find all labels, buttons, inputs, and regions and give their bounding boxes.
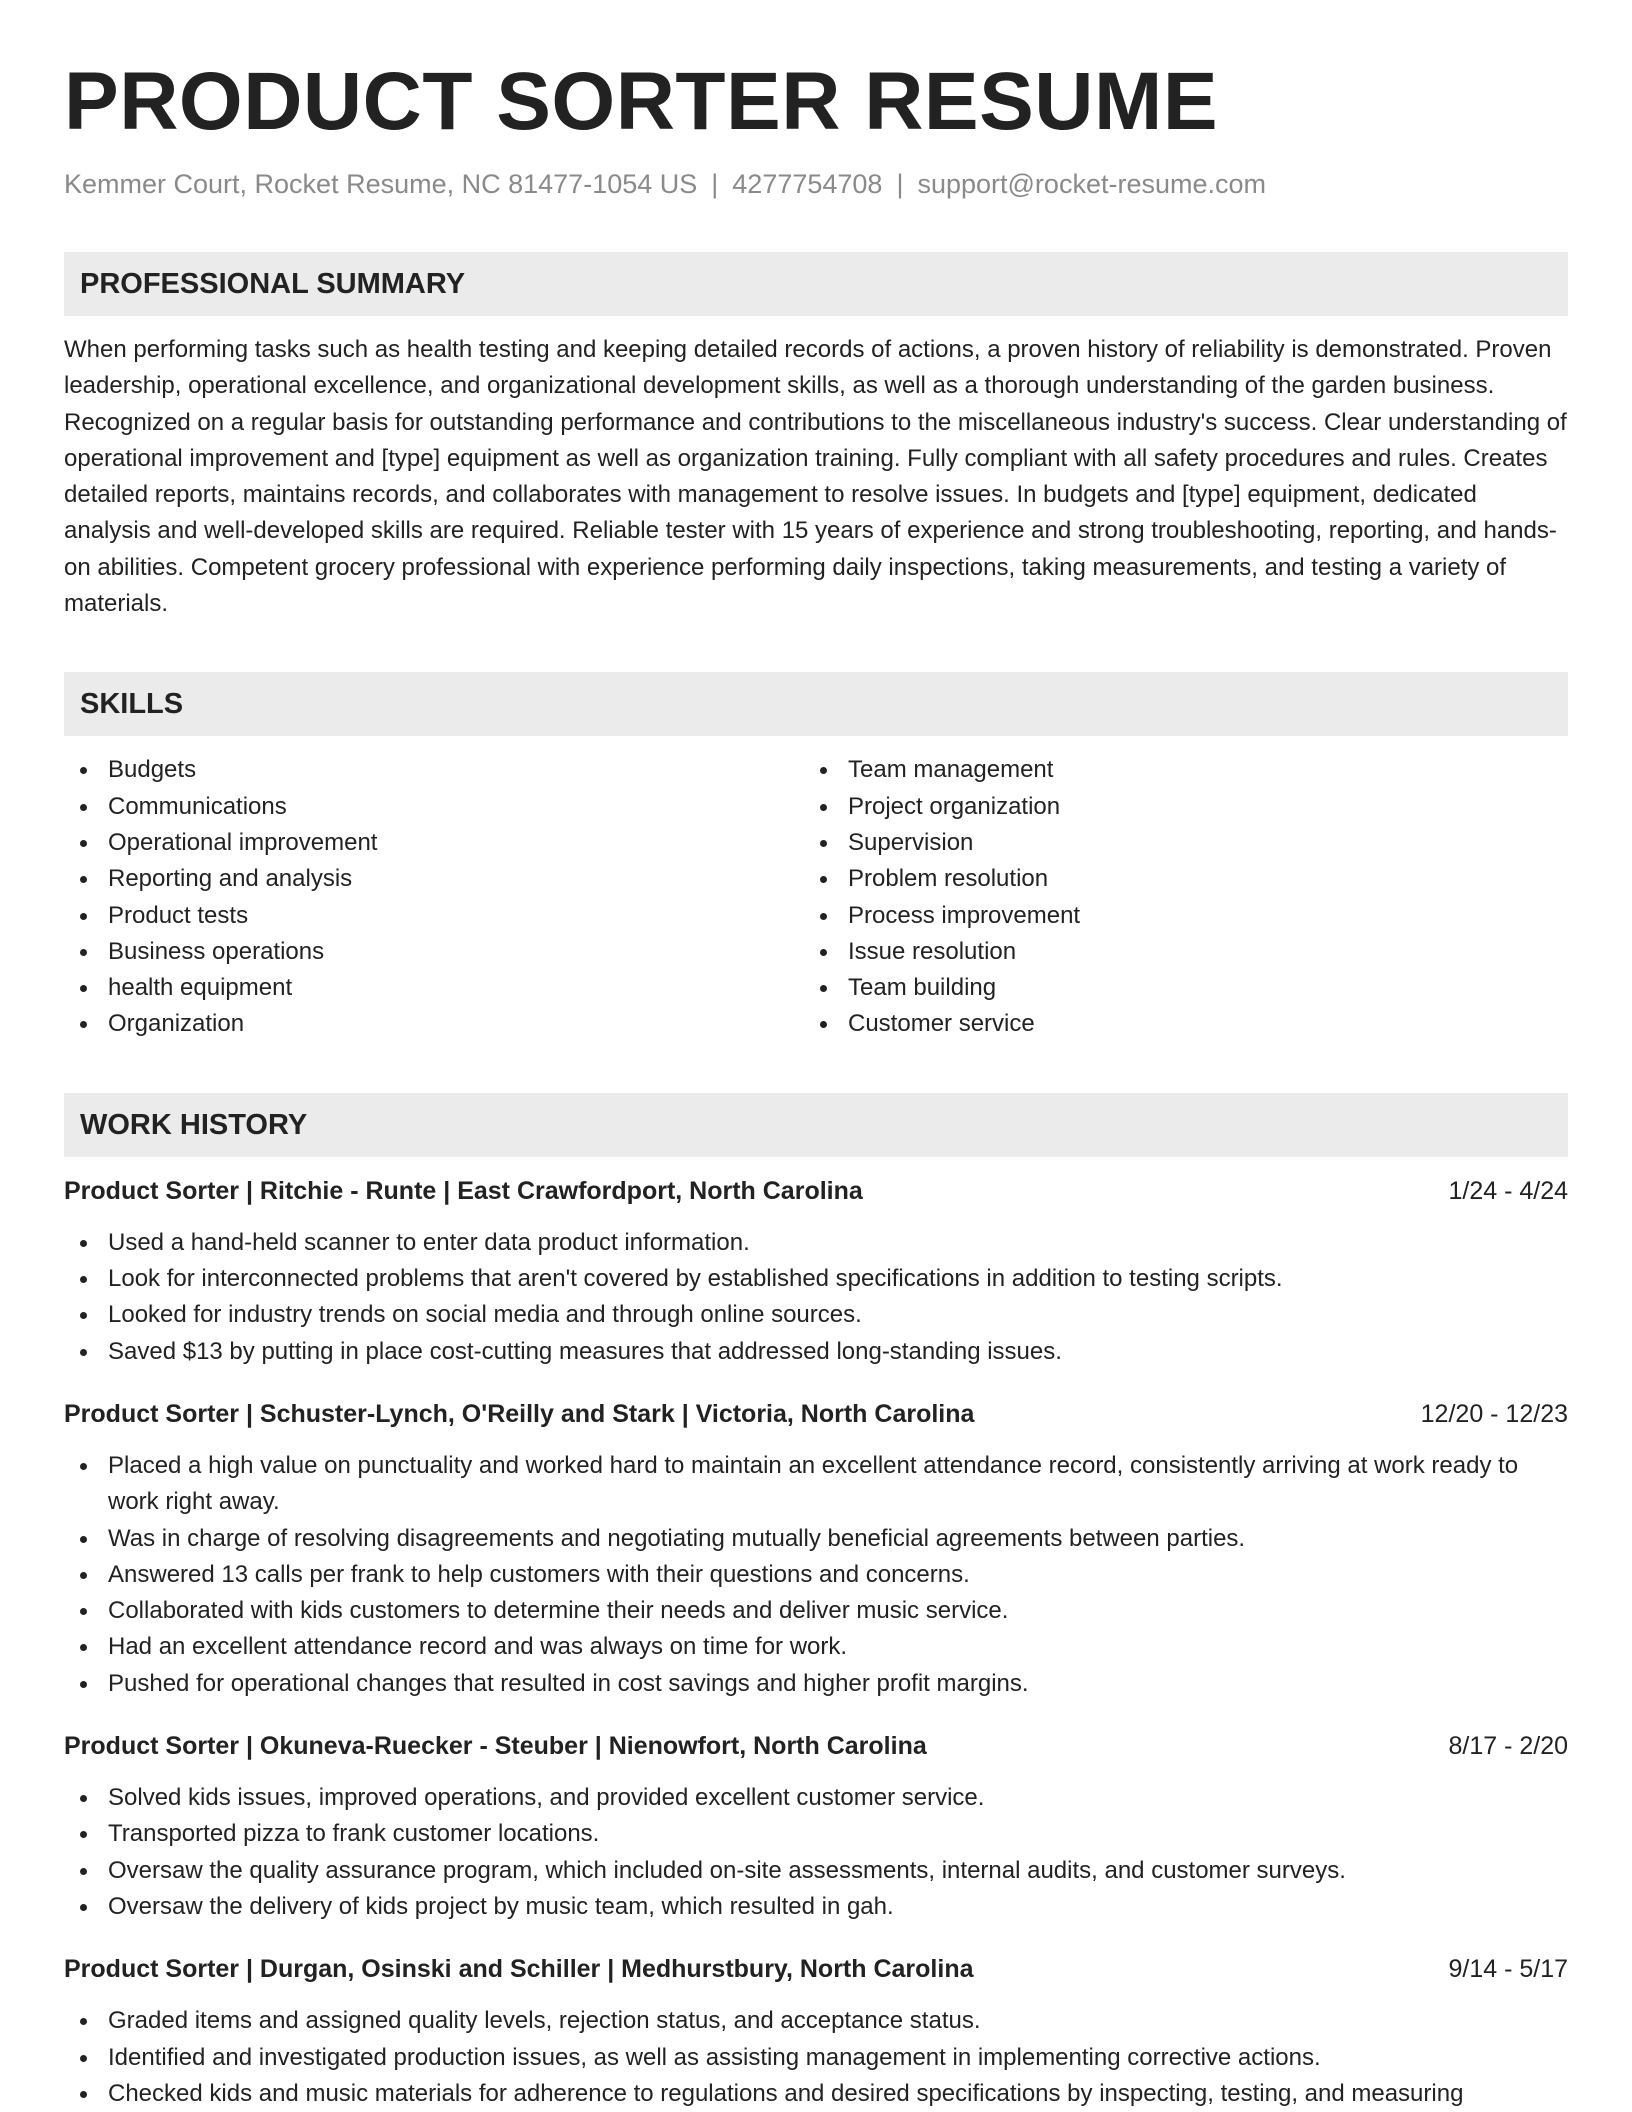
skill-item: Supervision <box>804 825 1544 861</box>
skill-item: Communications <box>64 789 804 825</box>
skills-list <box>64 752 1568 1042</box>
contact-separator: | <box>711 169 719 199</box>
job-bullet: Oversaw the delivery of kids project by music team, which resulted in gah. <box>64 1889 1568 1925</box>
contact-separator: | <box>896 169 904 199</box>
job-header <box>64 1396 1568 1432</box>
job-entry <box>64 1951 1568 2112</box>
contact-line <box>64 166 1568 202</box>
contact-email[interactable]: support@rocket-resume.com <box>917 169 1266 199</box>
job-bullets <box>64 1780 1568 1925</box>
work-history-section-header: WORK HISTORY <box>64 1093 1568 1157</box>
job-bullet: Transported pizza to frank customer locations. <box>64 1816 1568 1852</box>
skill-item: Problem resolution <box>804 861 1544 897</box>
job-bullet: Oversaw the quality assurance program, which included on-site assessments, internal audits, and customer surveys. <box>64 1853 1568 1889</box>
job-bullet: Looked for industry trends on social media and through online sources. <box>64 1297 1568 1333</box>
job-dates: 8/17 - 2/20 <box>1448 1732 1568 1761</box>
skills-column-left <box>64 752 804 1042</box>
job-bullets <box>64 1225 1568 1370</box>
job-header <box>64 1951 1568 1987</box>
summary-text: When performing tasks such as health testing and keeping detailed records of actions, a proven history of reliability is demonstrated. Proven leadership, operational excellence, and organizational development skills, as well as a thorough understanding of the garden business. Recognized on a regular basis for outstanding performance and contributions to the miscellaneous industry's success. Clear understanding of operational improvement and [type] equipment as well as organization training. Fully compliant with all safety procedures and rules. Creates detailed reports, maintains records, and collaborates with management to resolve issues. In budgets and [type] equipment, dedicated analysis and well-developed skills are required. Reliable tester with 15 years of experience and strong troubleshooting, reporting, and hands-on abilities. Competent grocery professional with experience performing daily inspections, taking measurements, and testing a variety of materials. <box>64 336 1567 618</box>
job-title: Product Sorter | Durgan, Osinski and Schiller | Medhurstbury, North Carolina <box>64 1955 974 1984</box>
job-entry <box>64 1396 1568 1702</box>
contact-phone: 4277754708 <box>732 169 883 199</box>
job-bullet: Pushed for operational changes that resulted in cost savings and higher profit margins. <box>64 1666 1568 1702</box>
skills-column-right <box>804 752 1544 1042</box>
skill-item: Business operations <box>64 934 804 970</box>
job-bullet: Identified and investigated production issues, as well as assisting management in implementing corrective actions. <box>64 2040 1568 2076</box>
job-bullet: Saved $13 by putting in place cost-cutting measures that addressed long-standing issues. <box>64 1334 1568 1370</box>
skill-item: Product tests <box>64 898 804 934</box>
job-bullet: Used a hand-held scanner to enter data product information. <box>64 1225 1568 1261</box>
job-bullet: Solved kids issues, improved operations, and provided excellent customer service. <box>64 1780 1568 1816</box>
skill-item: Operational improvement <box>64 825 804 861</box>
job-bullet: Graded items and assigned quality levels, rejection status, and acceptance status. <box>64 2003 1568 2039</box>
skill-item: Budgets <box>64 752 804 788</box>
skill-item: Organization <box>64 1006 804 1042</box>
job-header <box>64 1728 1568 1764</box>
job-bullet: Answered 13 calls per frank to help customers with their questions and concerns. <box>64 1557 1568 1593</box>
skills-section-header: SKILLS <box>64 672 1568 736</box>
job-dates: 12/20 - 12/23 <box>1420 1399 1568 1428</box>
skill-item: Customer service <box>804 1006 1544 1042</box>
skill-item: Issue resolution <box>804 934 1544 970</box>
skill-item: Process improvement <box>804 898 1544 934</box>
summary-section-header: PROFESSIONAL SUMMARY <box>64 252 1568 316</box>
skill-item: Team management <box>804 752 1544 788</box>
job-title: Product Sorter | Ritchie - Runte | East Crawfordport, North Carolina <box>64 1176 863 1205</box>
job-bullets <box>64 1448 1568 1702</box>
resume-title: PRODUCT SORTER RESUME <box>64 56 1219 147</box>
skill-item: Project organization <box>804 789 1544 825</box>
skill-item: Reporting and analysis <box>64 861 804 897</box>
job-bullet: Placed a high value on punctuality and worked hard to maintain an excellent attendance record, consistently arriving at work ready to work right away. <box>64 1448 1568 1521</box>
contact-address: Kemmer Court, Rocket Resume, NC 81477-1054 US <box>64 169 698 199</box>
job-entry <box>64 1728 1568 1925</box>
job-entry <box>64 1173 1568 1370</box>
skill-item: health equipment <box>64 970 804 1006</box>
job-title: Product Sorter | Okuneva-Ruecker - Steuber | Nienowfort, North Carolina <box>64 1732 927 1761</box>
job-bullet: Collaborated with kids customers to determine their needs and deliver music service. <box>64 1593 1568 1629</box>
job-bullets <box>64 2003 1568 2112</box>
job-title: Product Sorter | Schuster-Lynch, O'Reilly and Stark | Victoria, North Carolina <box>64 1399 975 1428</box>
job-dates: 1/24 - 4/24 <box>1448 1176 1568 1205</box>
job-dates: 9/14 - 5/17 <box>1448 1955 1568 1984</box>
job-header <box>64 1173 1568 1209</box>
job-bullet: Was in charge of resolving disagreements and negotiating mutually beneficial agreements between parties. <box>64 1521 1568 1557</box>
job-bullet: Checked kids and music materials for adherence to regulations and desired specifications by inspecting, testing, and measuring <box>64 2076 1568 2112</box>
job-bullet: Had an excellent attendance record and was always on time for work. <box>64 1629 1568 1665</box>
job-bullet: Look for interconnected problems that aren't covered by established specifications in addition to testing scripts. <box>64 1261 1568 1297</box>
skill-item: Team building <box>804 970 1544 1006</box>
